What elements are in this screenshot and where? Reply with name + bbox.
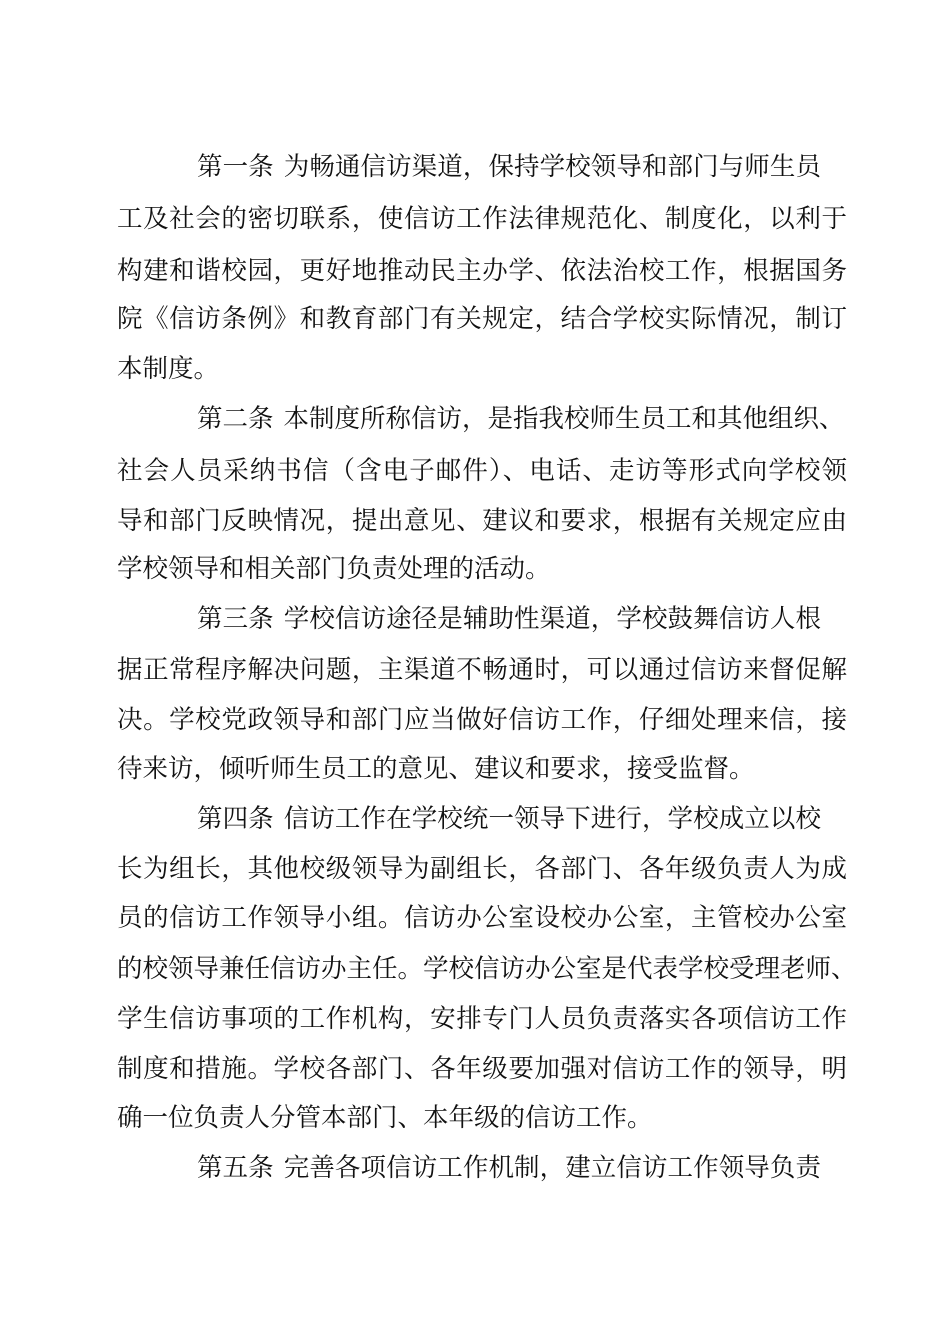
article-1-line-2: 工及社会的密切联系，使信访工作法律规范化、制度化，以利于 [117,204,847,234]
article-4-line-4: 的校领导兼任信访办主任。学校信访办公室是代表学校受理老师、 [117,954,857,984]
article-4-line-6: 制度和措施。学校各部门、各年级要加强对信访工作的领导，明 [117,1054,847,1084]
article-2-line-2: 社会人员采纳书信（含电子邮件）、电话、走访等形式向学校领 [117,456,847,486]
article-4-line-7: 确一位负责人分管本部门、本年级的信访工作。 [117,1103,653,1133]
article-4-line-1: 第四条 信访工作在学校统一领导下进行，学校成立以校 [197,804,821,834]
article-1-label: 第一条 [197,152,274,182]
article-1-line-1: 第一条 为畅通信访渠道，保持学校领导和部门与师生员 [197,152,821,182]
article-3-label: 第三条 [197,604,274,634]
article-5-line-1: 第五条 完善各项信访工作机制，建立信访工作领导负责 [197,1153,821,1183]
article-3-line-2: 据正常程序解决问题，主渠道不畅通时，可以通过信访来督促解 [117,655,847,685]
article-4-line-3: 员的信访工作领导小组。信访办公室设校办公室，主管校办公室 [117,903,847,933]
article-3-line-4: 待来访，倾听师生员工的意见、建议和要求，接受监督。 [117,754,755,784]
article-4-line-2: 长为组长，其他校级领导为副组长，各部门、各年级负责人为成 [117,854,847,884]
article-4-label: 第四条 [197,804,274,834]
article-1-line-4: 院《信访条例》和教育部门有关规定，结合学校实际情况，制订 [117,304,847,334]
article-3-line-1: 第三条 学校信访途径是辅助性渠道，学校鼓舞信访人根 [197,604,821,634]
article-1-line-5: 本制度。 [117,354,220,384]
article-4-line-5: 学生信访事项的工作机构，安排专门人员负责落实各项信访工作 [117,1004,847,1034]
article-2-line-3: 导和部门反映情况，提出意见、建议和要求，根据有关规定应由 [117,506,847,536]
article-2-line-1: 第二条 本制度所称信访，是指我校师生员工和其他组织、 [197,404,845,434]
article-2-label: 第二条 [197,404,274,434]
article-3-line-3: 决。学校党政领导和部门应当做好信访工作，仔细处理来信，接 [117,705,847,735]
article-1-line-3: 构建和谐校园，更好地推动民主办学、依法治校工作，根据国务 [117,256,847,286]
article-2-line-4: 学校领导和相关部门负责处理的活动。 [117,554,551,584]
article-5-label: 第五条 [197,1153,274,1183]
